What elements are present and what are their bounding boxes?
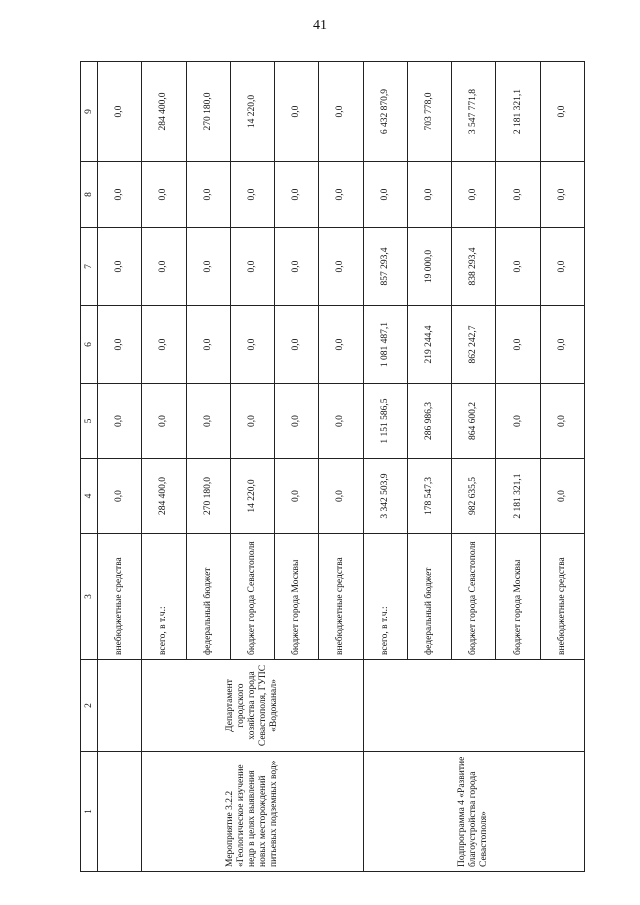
value-cell: 0,0 xyxy=(98,306,142,384)
value-cell: 178 547,3 xyxy=(407,459,451,534)
value-cell: 0,0 xyxy=(142,306,186,384)
value-cell: 0,0 xyxy=(319,228,363,306)
table-row xyxy=(363,62,407,872)
rotated-table-frame xyxy=(80,62,585,872)
value-cell: 0,0 xyxy=(319,384,363,459)
value-cell: 0,0 xyxy=(186,162,230,228)
value-cell: 3 547 771,8 xyxy=(452,62,496,162)
value-cell: 0,0 xyxy=(186,306,230,384)
col-header-2: 2 xyxy=(81,660,98,752)
value-cell: 284 400,0 xyxy=(142,459,186,534)
value-cell: 0,0 xyxy=(142,228,186,306)
value-cell: 0,0 xyxy=(496,384,540,459)
value-cell: 1 081 487,1 xyxy=(363,306,407,384)
col-header-1: 1 xyxy=(81,752,98,872)
value-cell: 0,0 xyxy=(98,162,142,228)
col-header-9: 9 xyxy=(81,62,98,162)
value-cell: 1 151 586,5 xyxy=(363,384,407,459)
value-cell: 0,0 xyxy=(98,228,142,306)
value-cell: 0,0 xyxy=(319,62,363,162)
value-cell: 0,0 xyxy=(230,384,274,459)
value-cell: 0,0 xyxy=(540,162,584,228)
header-row xyxy=(81,62,98,872)
col-header-8: 8 xyxy=(81,162,98,228)
value-cell: 0,0 xyxy=(186,228,230,306)
value-cell: 0,0 xyxy=(540,62,584,162)
empty-org-cell xyxy=(363,660,584,752)
value-cell: 0,0 xyxy=(186,384,230,459)
value-cell: 219 244,4 xyxy=(407,306,451,384)
value-cell: 14 220,0 xyxy=(230,62,274,162)
financing-table xyxy=(80,61,585,872)
value-cell: 0,0 xyxy=(98,459,142,534)
empty-cell xyxy=(98,752,142,872)
value-cell: 0,0 xyxy=(142,162,186,228)
source-cell: внебюджетные средства xyxy=(98,534,142,660)
col-header-6: 6 xyxy=(81,306,98,384)
value-cell: 0,0 xyxy=(363,162,407,228)
value-cell: 0,0 xyxy=(319,162,363,228)
value-cell: 703 778,0 xyxy=(407,62,451,162)
empty-cell xyxy=(98,660,142,752)
value-cell: 857 293,4 xyxy=(363,228,407,306)
value-cell: 0,0 xyxy=(98,384,142,459)
value-cell: 19 000,0 xyxy=(407,228,451,306)
value-cell: 982 635,5 xyxy=(452,459,496,534)
subprogram-name-cell: Подпрограмма 4 «Развитие благоустройства города Севастополя» xyxy=(363,752,584,872)
value-cell: 838 293,4 xyxy=(452,228,496,306)
value-cell: 0,0 xyxy=(540,384,584,459)
source-cell: всего, в т.ч.: xyxy=(363,534,407,660)
value-cell: 2 181 321,1 xyxy=(496,459,540,534)
source-cell: бюджет города Москвы xyxy=(275,534,319,660)
value-cell: 0,0 xyxy=(540,306,584,384)
value-cell: 270 180,0 xyxy=(186,62,230,162)
source-cell: бюджет города Москвы xyxy=(496,534,540,660)
value-cell: 0,0 xyxy=(319,306,363,384)
value-cell: 3 342 503,9 xyxy=(363,459,407,534)
value-cell: 6 432 870,9 xyxy=(363,62,407,162)
table-container xyxy=(80,62,585,872)
value-cell: 0,0 xyxy=(98,62,142,162)
source-cell: федеральный бюджет xyxy=(407,534,451,660)
value-cell: 0,0 xyxy=(496,228,540,306)
table-row xyxy=(98,62,142,872)
col-header-3: 3 xyxy=(81,534,98,660)
source-cell: внебюджетные средства xyxy=(319,534,363,660)
value-cell: 0,0 xyxy=(275,384,319,459)
organization-cell: Департамент городского хозяйства города Севастополя, ГУПС «Водоканал» xyxy=(142,660,363,752)
source-cell: бюджет города Севастополя xyxy=(452,534,496,660)
table-row xyxy=(142,62,186,872)
value-cell: 0,0 xyxy=(230,306,274,384)
value-cell: 0,0 xyxy=(275,162,319,228)
value-cell: 14 220,0 xyxy=(230,459,274,534)
value-cell: 0,0 xyxy=(496,162,540,228)
col-header-4: 4 xyxy=(81,459,98,534)
value-cell: 0,0 xyxy=(540,459,584,534)
value-cell: 0,0 xyxy=(275,306,319,384)
source-cell: федеральный бюджет xyxy=(186,534,230,660)
value-cell: 0,0 xyxy=(540,228,584,306)
col-header-7: 7 xyxy=(81,228,98,306)
value-cell: 0,0 xyxy=(496,306,540,384)
value-cell: 0,0 xyxy=(142,384,186,459)
source-cell: внебюджетные средства xyxy=(540,534,584,660)
value-cell: 0,0 xyxy=(275,62,319,162)
value-cell: 2 181 321,1 xyxy=(496,62,540,162)
value-cell: 0,0 xyxy=(230,162,274,228)
value-cell: 284 400,0 xyxy=(142,62,186,162)
value-cell: 862 242,7 xyxy=(452,306,496,384)
measure-name-cell: Мероприятие 3.2.2 «Геологическое изучение недр в целях выявления новых месторождений питьевых подземных вод» xyxy=(142,752,363,872)
value-cell: 0,0 xyxy=(319,459,363,534)
value-cell: 0,0 xyxy=(452,162,496,228)
value-cell: 0,0 xyxy=(275,459,319,534)
value-cell: 270 180,0 xyxy=(186,459,230,534)
value-cell: 0,0 xyxy=(230,228,274,306)
value-cell: 864 600,2 xyxy=(452,384,496,459)
value-cell: 0,0 xyxy=(275,228,319,306)
col-header-5: 5 xyxy=(81,384,98,459)
value-cell: 0,0 xyxy=(407,162,451,228)
value-cell: 286 986,3 xyxy=(407,384,451,459)
page-number: 41 xyxy=(313,18,327,33)
source-cell: всего, в т.ч.: xyxy=(142,534,186,660)
source-cell: бюджет города Севастополя xyxy=(230,534,274,660)
